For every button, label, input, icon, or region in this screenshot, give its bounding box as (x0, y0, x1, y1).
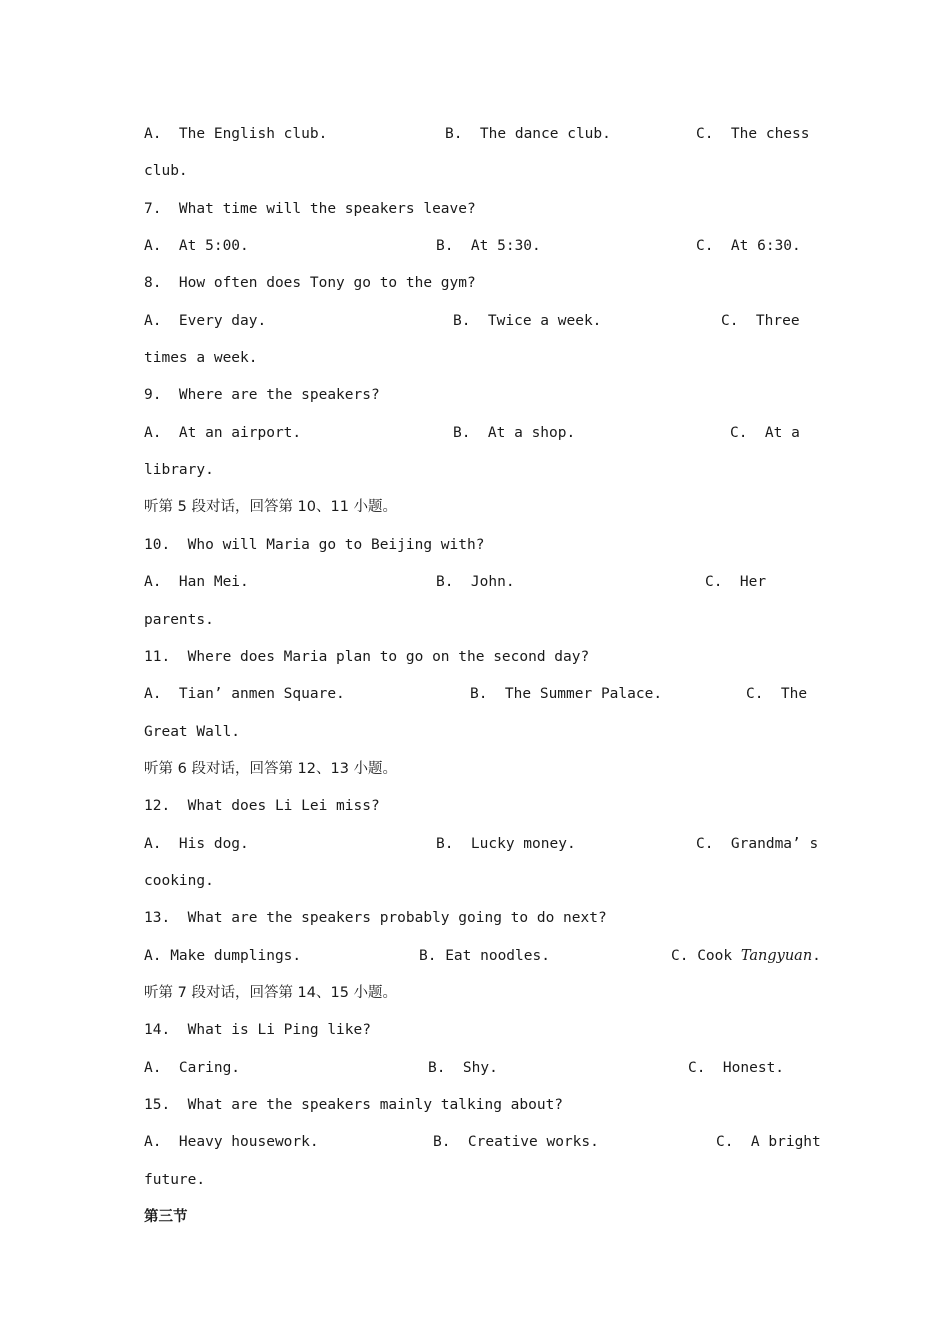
option-b: B. Eat noodles. (419, 948, 550, 964)
option-c-prefix: C. Cook (671, 948, 741, 964)
question-13: 13. What are the speakers probably going to do next? (144, 910, 607, 926)
option-b: B. The Summer Palace. (470, 686, 663, 702)
option-c-wrap: times a week. (144, 350, 258, 366)
option-b: B. Lucky money. (436, 836, 576, 852)
question-15: 15. What are the speakers mainly talking about? (144, 1097, 564, 1113)
option-a: A. Han Mei. (144, 574, 249, 590)
option-c-suffix: . (812, 948, 821, 964)
option-c-wrap: Great Wall. (144, 724, 241, 740)
question-13-options (144, 944, 821, 968)
option-c-wrap: future. (144, 1172, 206, 1188)
option-c-italic-word: Tangyuan (740, 948, 813, 964)
question-8: 8. How often does Tony go to the gym? (144, 275, 476, 291)
option-a: A. His dog. (144, 836, 249, 852)
question-10-options (144, 570, 814, 594)
section-3-heading: 第三节 (144, 1209, 188, 1225)
question-14-options (144, 1056, 814, 1080)
question-12-options (144, 832, 819, 856)
option-b: B. The dance club. (445, 126, 611, 142)
question-9-option-wrap (144, 458, 814, 482)
question-15-options (144, 1130, 821, 1154)
question-10-option-wrap (144, 608, 814, 632)
section-5-instruction: 听第 5 段对话，回答第 10、11 小题。 (144, 499, 398, 515)
option-c-wrap: club. (144, 163, 188, 179)
option-c: C. At 6:30. (696, 238, 801, 254)
question-10: 10. Who will Maria go to Beijing with? (144, 537, 485, 553)
question-11: 11. Where does Maria plan to go on the second day? (144, 649, 590, 665)
option-c: C. Grandma’ s (696, 836, 819, 852)
option-a: A. At an airport. (144, 425, 302, 441)
question-6-options (144, 122, 814, 146)
option-c: C. A bright (716, 1134, 821, 1150)
option-b: B. At a shop. (453, 425, 576, 441)
option-c: C. The chess (696, 126, 810, 142)
question-9-options (144, 421, 814, 445)
option-c: C. Her (705, 574, 767, 590)
option-b: B. At 5:30. (436, 238, 541, 254)
option-c-wrap: cooking. (144, 873, 214, 889)
option-a: A. Caring. (144, 1060, 241, 1076)
question-12-option-wrap (144, 869, 814, 893)
option-c-wrap: library. (144, 462, 214, 478)
option-c: C. Three (721, 313, 800, 329)
option-b: B. Twice a week. (453, 313, 602, 329)
section-6-instruction: 听第 6 段对话，回答第 12、13 小题。 (144, 761, 398, 777)
option-c-wrap: parents. (144, 612, 214, 628)
question-11-option-wrap (144, 720, 814, 744)
option-c (671, 944, 821, 968)
option-b: B. Creative works. (433, 1134, 599, 1150)
option-a: A. Make dumplings. (144, 948, 302, 964)
question-8-option-wrap (144, 346, 814, 370)
option-a: A. Every day. (144, 313, 267, 329)
option-a: A. At 5:00. (144, 238, 249, 254)
question-15-option-wrap (144, 1168, 814, 1192)
option-a: A. Tian’ anmen Square. (144, 686, 345, 702)
question-12: 12. What does Li Lei miss? (144, 798, 380, 814)
question-14: 14. What is Li Ping like? (144, 1022, 371, 1038)
question-7: 7. What time will the speakers leave? (144, 201, 476, 217)
option-c: C. The (746, 686, 808, 702)
option-a: A. Heavy housework. (144, 1134, 319, 1150)
question-7-options (144, 234, 814, 258)
option-c: C. Honest. (688, 1060, 785, 1076)
option-c: C. At a (730, 425, 800, 441)
question-11-options (144, 682, 814, 706)
question-6-option-wrap (144, 159, 814, 183)
option-b: B. John. (436, 574, 515, 590)
question-9: 9. Where are the speakers? (144, 387, 380, 403)
section-7-instruction: 听第 7 段对话，回答第 14、15 小题。 (144, 985, 398, 1001)
question-8-options (144, 309, 814, 333)
option-b: B. Shy. (428, 1060, 498, 1076)
option-a: A. The English club. (144, 126, 328, 142)
